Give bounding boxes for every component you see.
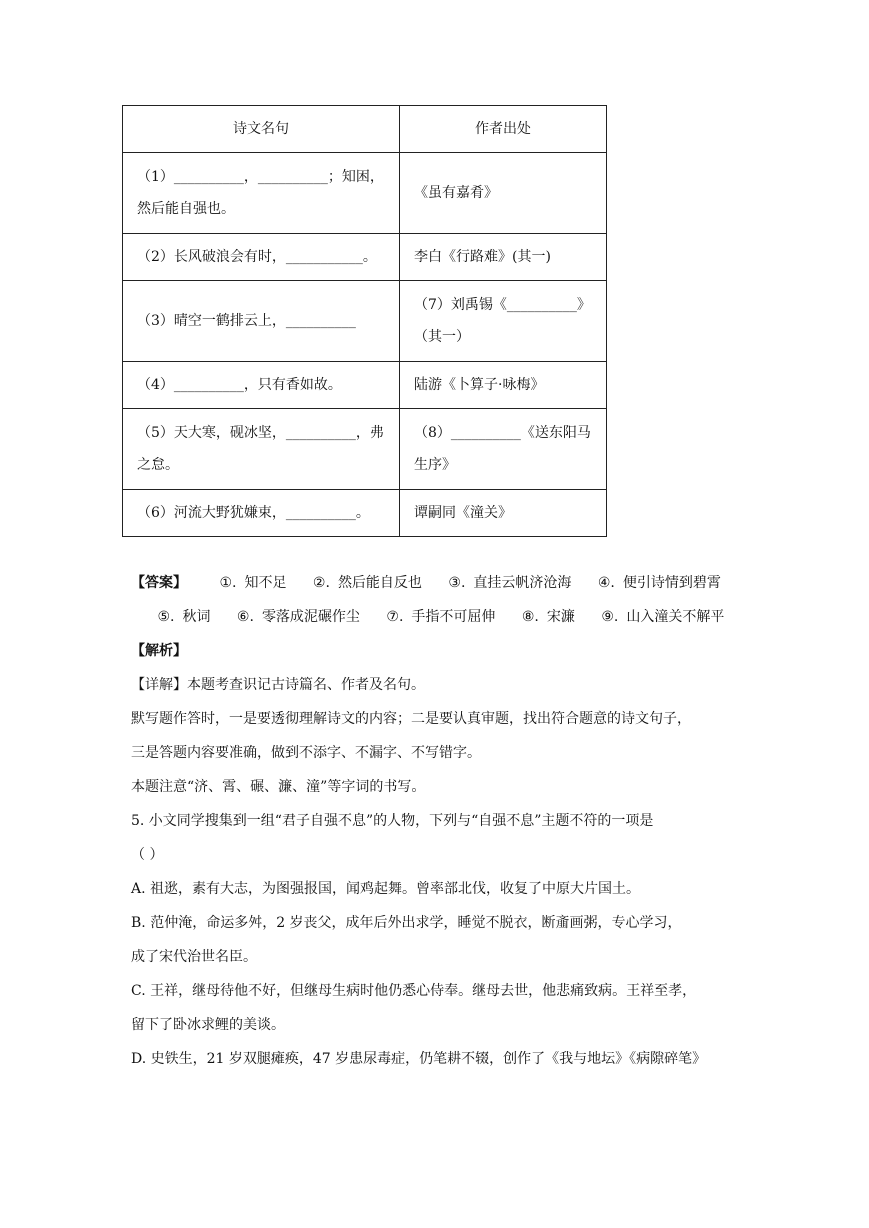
verse-cell: （5）天大寒，砚冰坚，__________，弗之怠。 [123,409,400,490]
verse-cell: （6）河流大野犹嫌束，__________。 [123,490,400,537]
answer-text: 知不足 [244,575,287,591]
option-d: D. 史铁生，21 岁双腿瘫痪，47 岁患尿毒症，仍笔耕不辍，创作了《我与地坛》《病隙碎笔》 [131,1051,707,1067]
analysis-paragraph: 三是答题内容要准确，做到不添字、不漏字、不写错字。 [131,745,481,761]
source-cell: 《虽有嘉肴》 [400,153,607,234]
answer-num: ⑨. [601,609,619,625]
verse-cell: （1）__________，__________；知困，然后能自强也。 [123,153,400,234]
table-row [123,281,607,362]
answer-label: 【答案】 [131,575,187,591]
table-row [123,362,607,409]
question-stem: 5. 小文同学搜集到一组“君子自强不息”的人物，下列与“自强不息”主题不符的一项是 [131,813,654,829]
answer-num: ②. [312,575,330,591]
source-cell: 陆游《卜算子·咏梅》 [400,362,607,409]
table-row [123,234,607,281]
answer-text: 然后能自反也 [337,575,422,591]
header-source: 作者出处 [400,106,607,153]
question-blank: （ ） [131,847,164,863]
analysis-label: 【解析】 [131,643,187,659]
option-a: A. 祖逖，素有大志，为图强报国，闻鸡起舞。曾率部北伐，收复了中原大片国土。 [131,881,641,897]
answer-num: ⑧. [521,609,539,625]
answer-num: ④. [597,575,615,591]
answer-num: ①. [219,575,237,591]
table-row [123,153,607,234]
answer-text: 秋词 [182,609,211,625]
source-cell: （8）__________《送东阳马生序》 [400,409,607,490]
source-cell: 李白《行路难》(其一) [400,234,607,281]
analysis-paragraph: 本题注意“济、霄、碾、濂、潼”等字词的书写。 [131,779,426,795]
answer-text: 宋濂 [546,609,575,625]
header-verse: 诗文名句 [123,106,400,153]
answer-text: 便引诗情到碧霄 [622,575,721,591]
answer-text: 直挂云帆济沧海 [473,575,572,591]
verse-cell: （3）晴空一鹤排云上，__________ [123,281,400,362]
table-row [123,490,607,537]
answer-line [131,566,741,634]
analysis-paragraph: 默写题作答时，一是要透彻理解诗文的内容；二是要认真审题，找出符合题意的诗文句子， [131,711,691,727]
answer-section [131,566,741,1076]
source-cell: （7）刘禹锡《__________》（其一） [400,281,607,362]
answer-num: ⑥. [236,609,254,625]
source-cell: 谭嗣同《潼关》 [400,490,607,537]
option-b-continued: 成了宋代治世名臣。 [131,949,257,965]
table-header-row [123,106,607,153]
poem-table [122,105,607,537]
option-c-continued: 留下了卧冰求鲤的美谈。 [131,1017,285,1033]
answer-num: ③. [448,575,466,591]
table-row [123,409,607,490]
answer-num: ⑤. [157,609,175,625]
answer-text: 山入潼关不解平 [626,609,725,625]
verse-cell: （4）__________，只有香如故。 [123,362,400,409]
verse-cell: （2）长风破浪会有时，___________。 [123,234,400,281]
answer-text: 手指不可屈伸 [411,609,496,625]
analysis-detail: 【详解】本题考查识记古诗篇名、作者及名句。 [131,677,425,693]
answer-text: 零落成泥碾作尘 [261,609,360,625]
answer-num: ⑦. [386,609,404,625]
option-c: C. 王祥，继母待他不好，但继母生病时他仍悉心侍奉。继母去世，他悲痛致病。王祥至孝， [131,983,697,999]
option-b: B. 范仲淹，命运多舛，2 岁丧父，成年后外出求学，睡觉不脱衣，断齑画粥，专心学习， [131,915,682,931]
